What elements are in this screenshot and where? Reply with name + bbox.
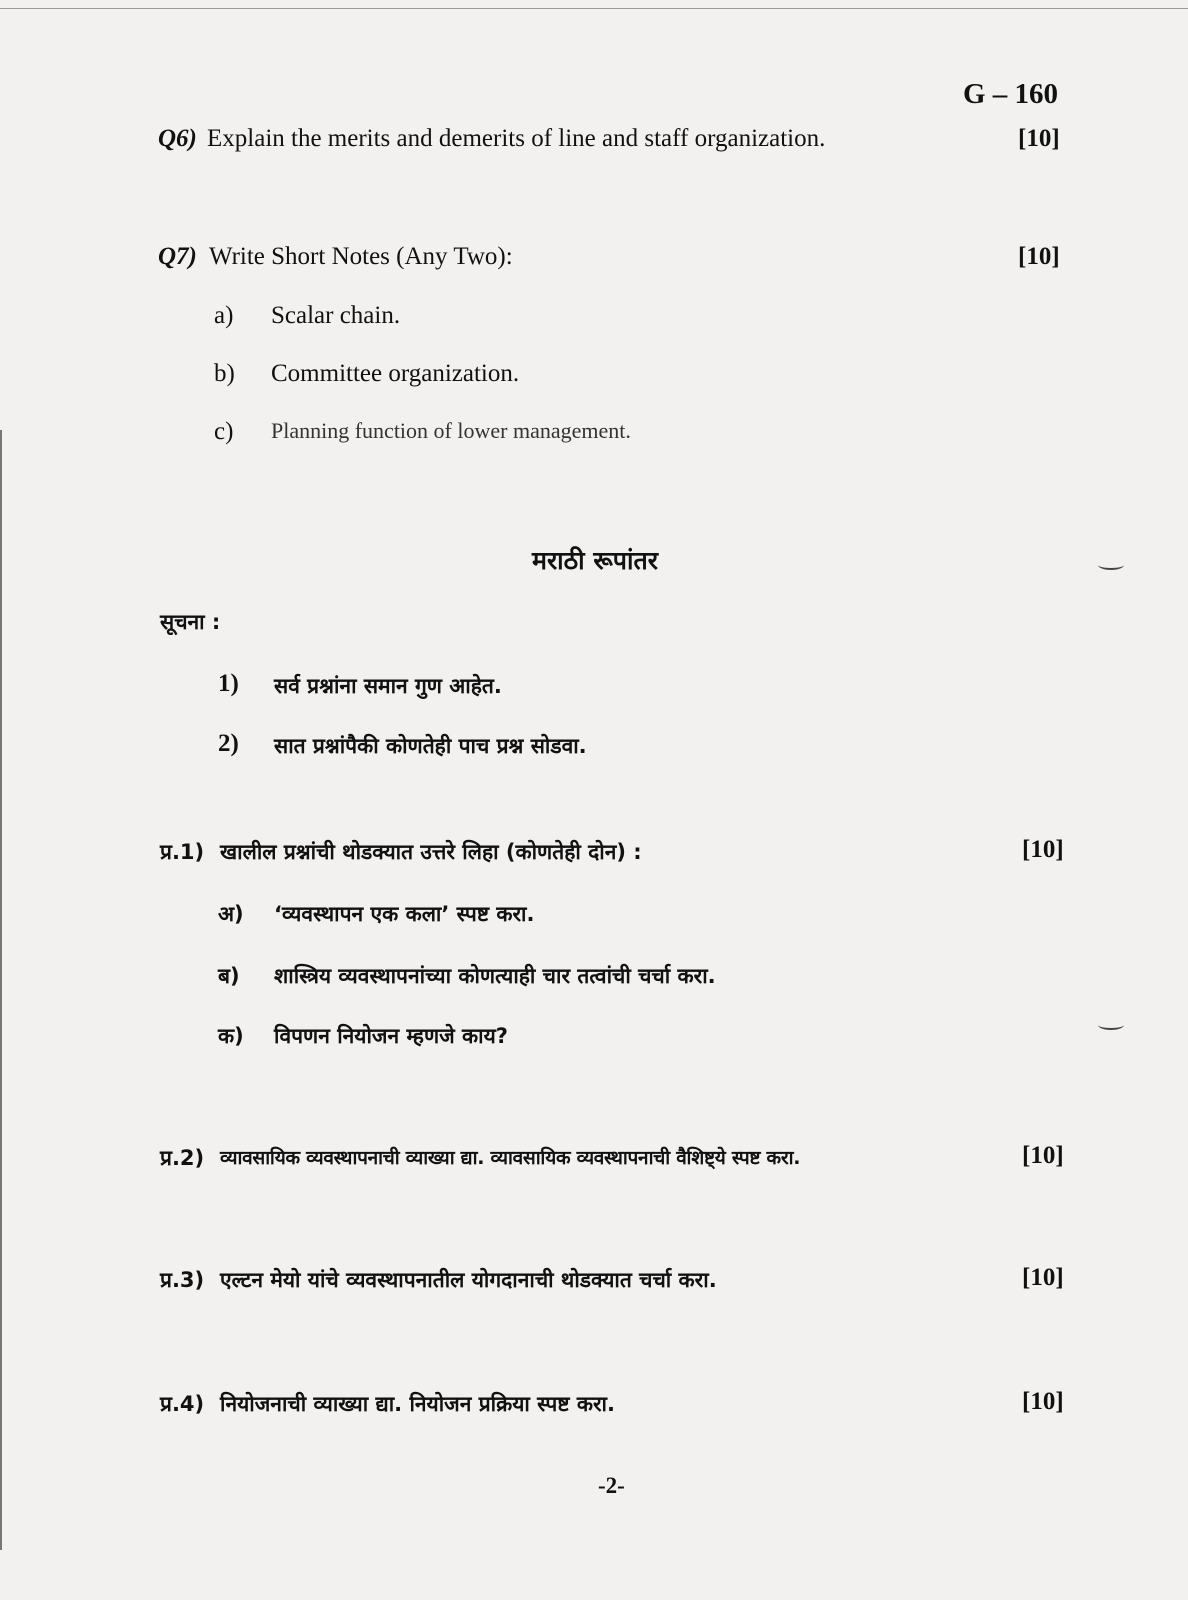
question-text: एल्टन मेयो यांचे व्यवस्थापनातील योगदानाची थोडक्यात चर्चा करा. <box>220 1268 717 1292</box>
item-label: ब) <box>218 964 240 988</box>
scan-edge-line <box>0 8 1188 9</box>
question-marks: [10] <box>1022 1388 1064 1415</box>
item-text: Scalar chain. <box>271 302 401 329</box>
item-text: Committee organization. <box>271 360 520 387</box>
item-label: b) <box>214 360 235 387</box>
instruction-text: सात प्रश्नांपैकी कोणतेही पाच प्रश्न सोडवा. <box>274 734 587 758</box>
question-text: व्यावसायिक व्यवस्थापनाची व्याख्या द्या. व्यावसायिक व्यवस्थापनाची वैशिष्ट्ये स्पष्ट करा. <box>220 1147 801 1169</box>
instruction-text: सर्व प्रश्नांना समान गुण आहेत. <box>274 674 502 698</box>
page-number: -2- <box>598 1473 625 1498</box>
question-label: प्र.2) <box>160 1146 205 1170</box>
scan-mark <box>1098 560 1124 570</box>
item-text: ‘व्यवस्थापन एक कला’ स्पष्ट करा. <box>274 902 535 926</box>
scan-mark <box>1098 1020 1124 1030</box>
marathi-title: मराठी रूपांतर <box>532 546 658 575</box>
question-label: प्र.3) <box>160 1268 205 1292</box>
question-marks: [10] <box>1022 1264 1064 1291</box>
question-label: प्र.4) <box>160 1392 205 1416</box>
item-text: शास्त्रिय व्यवस्थापनांच्या कोणत्याही चार तत्वांची चर्चा करा. <box>274 964 716 988</box>
question-text: नियोजनाची व्याख्या द्या. नियोजन प्रक्रिया स्पष्ट करा. <box>220 1392 615 1416</box>
question-marks: [10] <box>1022 836 1064 863</box>
item-text: Planning function of lower management. <box>271 418 631 443</box>
instruction-label: 2) <box>218 730 239 757</box>
question-label: प्र.1) <box>160 840 205 864</box>
item-text: विपणन नियोजन म्हणजे काय? <box>274 1024 508 1048</box>
question-text: Explain the merits and demerits of line and staff organization. <box>207 125 826 152</box>
scan-left-edge <box>0 430 2 1550</box>
paper-code: G – 160 <box>963 78 1059 110</box>
question-text: खालील प्रश्नांची थोडक्यात उत्तरे लिहा (कोणतेही दोन) : <box>220 840 642 864</box>
question-label: Q7) <box>158 243 197 270</box>
item-label: अ) <box>218 902 244 926</box>
instruction-label: 1) <box>218 670 239 697</box>
question-marks: [10] <box>1022 1142 1064 1169</box>
question-marks: [10] <box>1018 125 1060 152</box>
question-marks: [10] <box>1018 243 1060 270</box>
item-label: c) <box>214 418 234 445</box>
question-label: Q6) <box>158 125 197 152</box>
instructions-label: सूचना : <box>160 610 221 634</box>
question-text: Write Short Notes (Any Two): <box>209 243 513 270</box>
item-label: a) <box>214 302 234 329</box>
item-label: क) <box>218 1024 244 1048</box>
